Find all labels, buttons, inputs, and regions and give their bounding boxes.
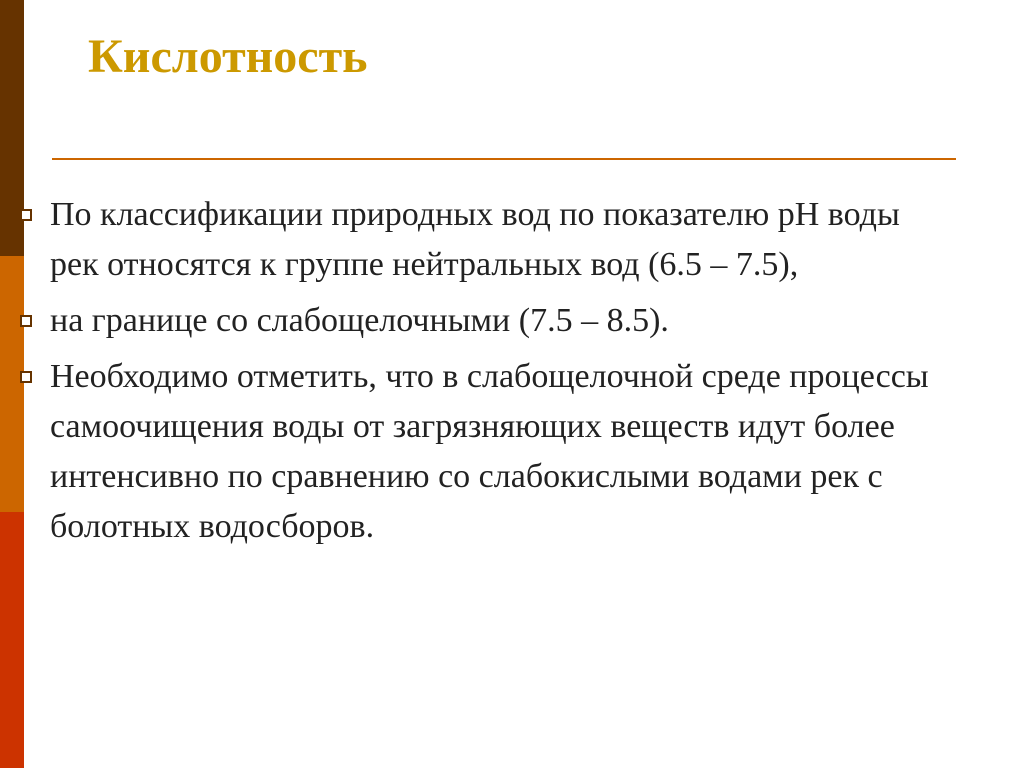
bullet-text: на границе со слабощелочными (7.5 – 8.5). xyxy=(50,302,669,339)
bullet-item xyxy=(12,352,932,552)
square-bullet-icon xyxy=(20,315,32,327)
bullet-item xyxy=(12,190,932,290)
slide-title: Кислотность xyxy=(88,30,368,83)
bullet-text: По классификации природных вод по показателю pH воды рек относятся к группе нейтральных вод (6.5 – 7.5), xyxy=(50,196,900,283)
square-bullet-icon xyxy=(20,209,32,221)
bullet-list xyxy=(12,190,932,558)
title-divider xyxy=(52,158,956,160)
bullet-item xyxy=(12,296,932,346)
square-bullet-icon xyxy=(20,371,32,383)
bullet-text: Необходимо отметить, что в слабощелочной среде процессы самоочищения воды от загрязняющих веществ идут более интенсивно по сравнению со слабокислыми водами рек с болотных водосборов. xyxy=(50,358,929,545)
